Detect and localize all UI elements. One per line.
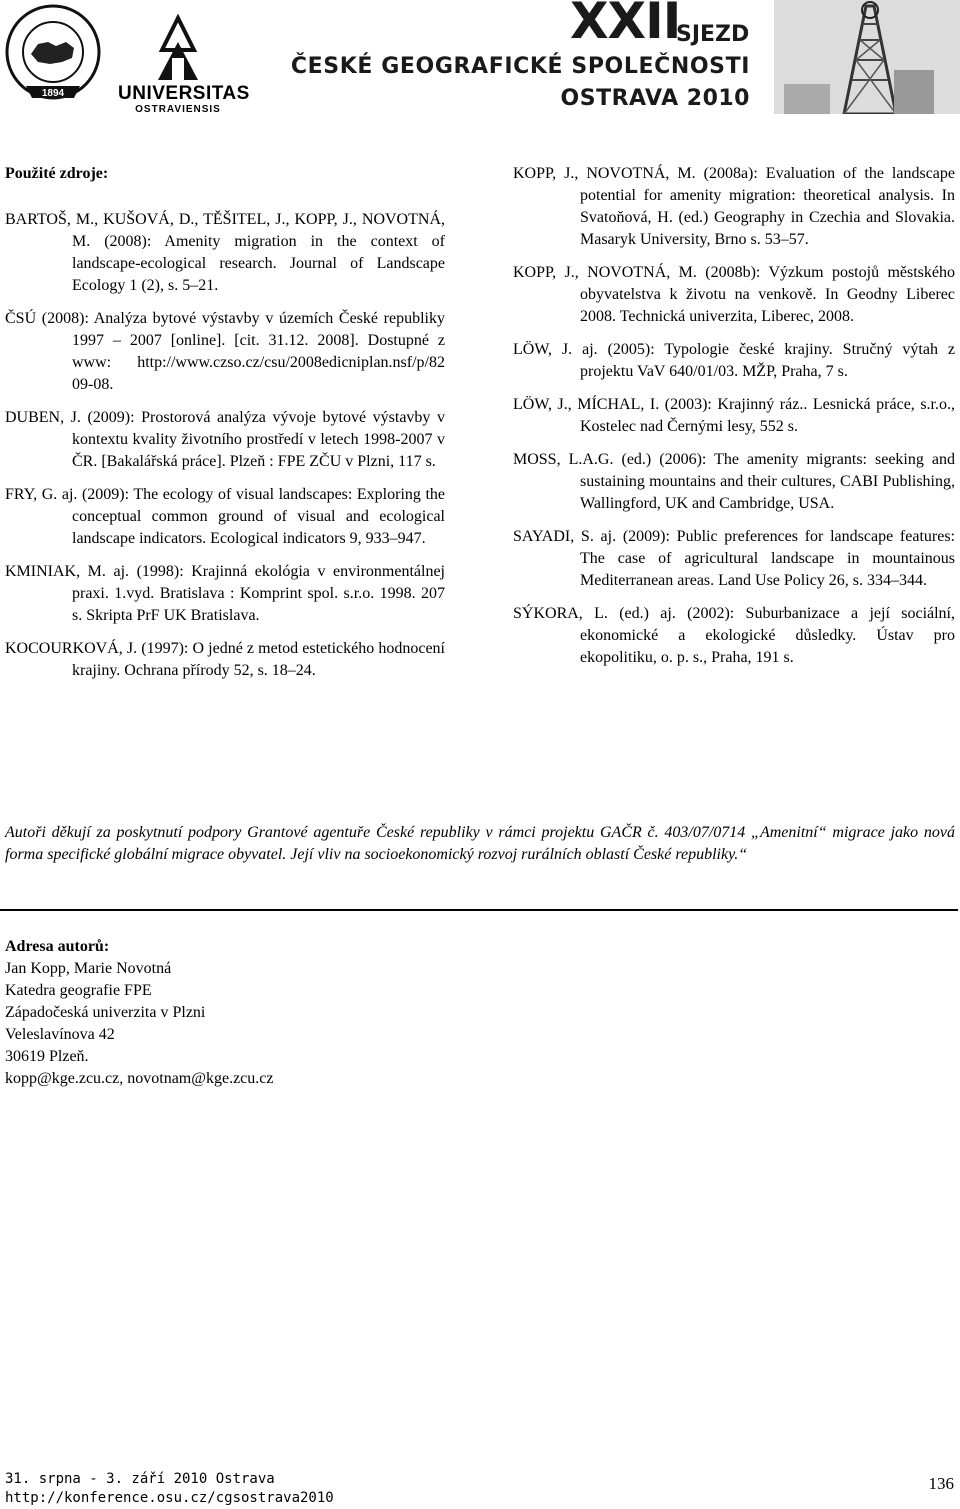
address-emails: kopp@kge.zcu.cz, novotnam@kge.zcu.cz: [5, 1070, 274, 1087]
reference-item: SAYADI, S. aj. (2009): Public preferences for landscape features: The case of agricultural landscape in mountainous Mediterranean areas. Land Use Policy 26, s. 334–344.: [513, 528, 955, 589]
footer-info: [5, 1470, 334, 1508]
page-footer: [0, 1468, 960, 1509]
reference-item: BARTOŠ, M., KUŠOVÁ, D., TĚŠITEL, J., KOPP, J., NOVOTNÁ, M. (2008): Amenity migration in the context of landscape-ecological research. Journal of Landscape Ecology 1 (2), s. 5–21.: [5, 211, 445, 294]
reference-item: SÝKORA, L. (ed.) aj. (2002): Suburbanizace a její sociální, ekonomické a ekologické důsledky. Ústav pro ekopolitiku, o. p. s., Praha, 191 s.: [513, 605, 955, 666]
university-subtitle: OSTRAVIENSIS: [135, 104, 221, 115]
page-number: 136: [928, 1474, 954, 1493]
author-address: [5, 936, 605, 1090]
congress-title: [290, 0, 758, 116]
reference-item: LÖW, J. aj. (2005): Typologie české krajiny. Stručný výtah z projektu VaV 640/01/03. MŽP, Praha, 7 s.: [513, 341, 955, 380]
horizontal-divider: [0, 909, 958, 911]
university-crest-icon: [118, 14, 238, 84]
footer-url[interactable]: http://konference.osu.cz/cgsostrava2010: [5, 1490, 334, 1506]
reference-item: LÖW, J., MÍCHAL, I. (2003): Krajinný ráz.. Lesnická práce, s.r.o., Kostelec nad Černými lesy, 552 s.: [513, 396, 955, 435]
congress-number: XXII: [570, 0, 681, 50]
conference-header: [0, 0, 960, 120]
address-line: 30619 Plzeň.: [5, 1048, 89, 1065]
references-heading: Použité zdroje:: [5, 165, 109, 182]
university-name: UNIVERSITAS: [118, 83, 250, 104]
seal-year: 1894: [41, 88, 65, 99]
society-name: ČESKÉ GEOGRAFICKÉ SPOLEČNOSTI: [290, 54, 750, 79]
reference-item: FRY, G. aj. (2009): The ecology of visual landscapes: Exploring the conceptual common ground of visual and ecological landscape indicators. Ecological indicators 9, 933–947.: [5, 486, 445, 547]
reference-item: KMINIAK, M. aj. (1998): Krajinná ekológia v environmentálnej praxi. 1.vyd. Bratislava : Komprint spol. s.r.o. 1998. 207 s. Skripta PrF UK Bratislava.: [5, 563, 445, 624]
reference-item: KOCOURKOVÁ, J. (1997): O jedné z metod estetického hodnocení krajiny. Ochrana přírody 52, s. 18–24.: [5, 640, 445, 679]
university-logo: [118, 14, 250, 115]
address-title: Adresa autorů:: [5, 938, 110, 955]
reference-item: MOSS, L.A.G. (ed.) (2006): The amenity migrants: seeking and sustaining mountains and their cultures, CABI Publishing, Wallingford, UK and Cambridge, USA.: [513, 451, 955, 512]
society-seal-icon: [4, 2, 102, 106]
address-line: Západočeská univerzita v Plzni: [5, 1004, 206, 1021]
reference-item: KOPP, J., NOVOTNÁ, M. (2008b): Výzkum postojů městského obyvatelstva k životu na venkově. In Geodny Liberec 2008. Technická univerzita, Liberec, 2008.: [513, 264, 955, 325]
congress-word: SJEZD: [676, 22, 750, 47]
acknowledgement-text: Autoři děkují za poskytnutí podpory Grantové agentuře České republiky v rámci projektu GAČR č. 403/07/0714 „Amenitní“ migrace jako nová forma specifické globální migrace obyvatel. Její vliv na socioekonomický rozvoj rurálních oblastí České republiky.“: [5, 824, 955, 863]
reference-item: KOPP, J., NOVOTNÁ, M. (2008a): Evaluation of the landscape potential for amenity migration: theoretical analysis. In Svatoňová, H. (ed.) Geography in Czechia and Slovakia. Masaryk University, Brno s. 53–57.: [513, 165, 955, 248]
reference-item: ČSÚ (2008): Analýza bytové výstavby v územích České republiky 1997 – 2007 [online]. [cit. 31.12. 2008]. Dostupné z www: http://www.czso.cz/csu/2008edicniplan.nsf/p/82 09-08.: [5, 310, 445, 393]
reference-item: DUBEN, J. (2009): Prostorová analýza vývoje bytové výstavby v kontextu kvality životního prostředí v letech 1998-2007 v ČR. [Bakalářská práce]. Plzeň : FPE ZČU v Plzni, 117 s.: [5, 409, 445, 470]
references-left-column: [5, 163, 445, 693]
address-line: Veleslavínova 42: [5, 1026, 115, 1043]
address-line: Jan Kopp, Marie Novotná: [5, 960, 172, 977]
mining-tower-photo-icon: [774, 0, 960, 114]
footer-dates: 31. srpna - 3. září 2010 Ostrava: [5, 1471, 275, 1487]
congress-city: OSTRAVA 2010: [560, 86, 750, 111]
references-right-column: [513, 163, 955, 680]
address-line: Katedra geografie FPE: [5, 982, 152, 999]
